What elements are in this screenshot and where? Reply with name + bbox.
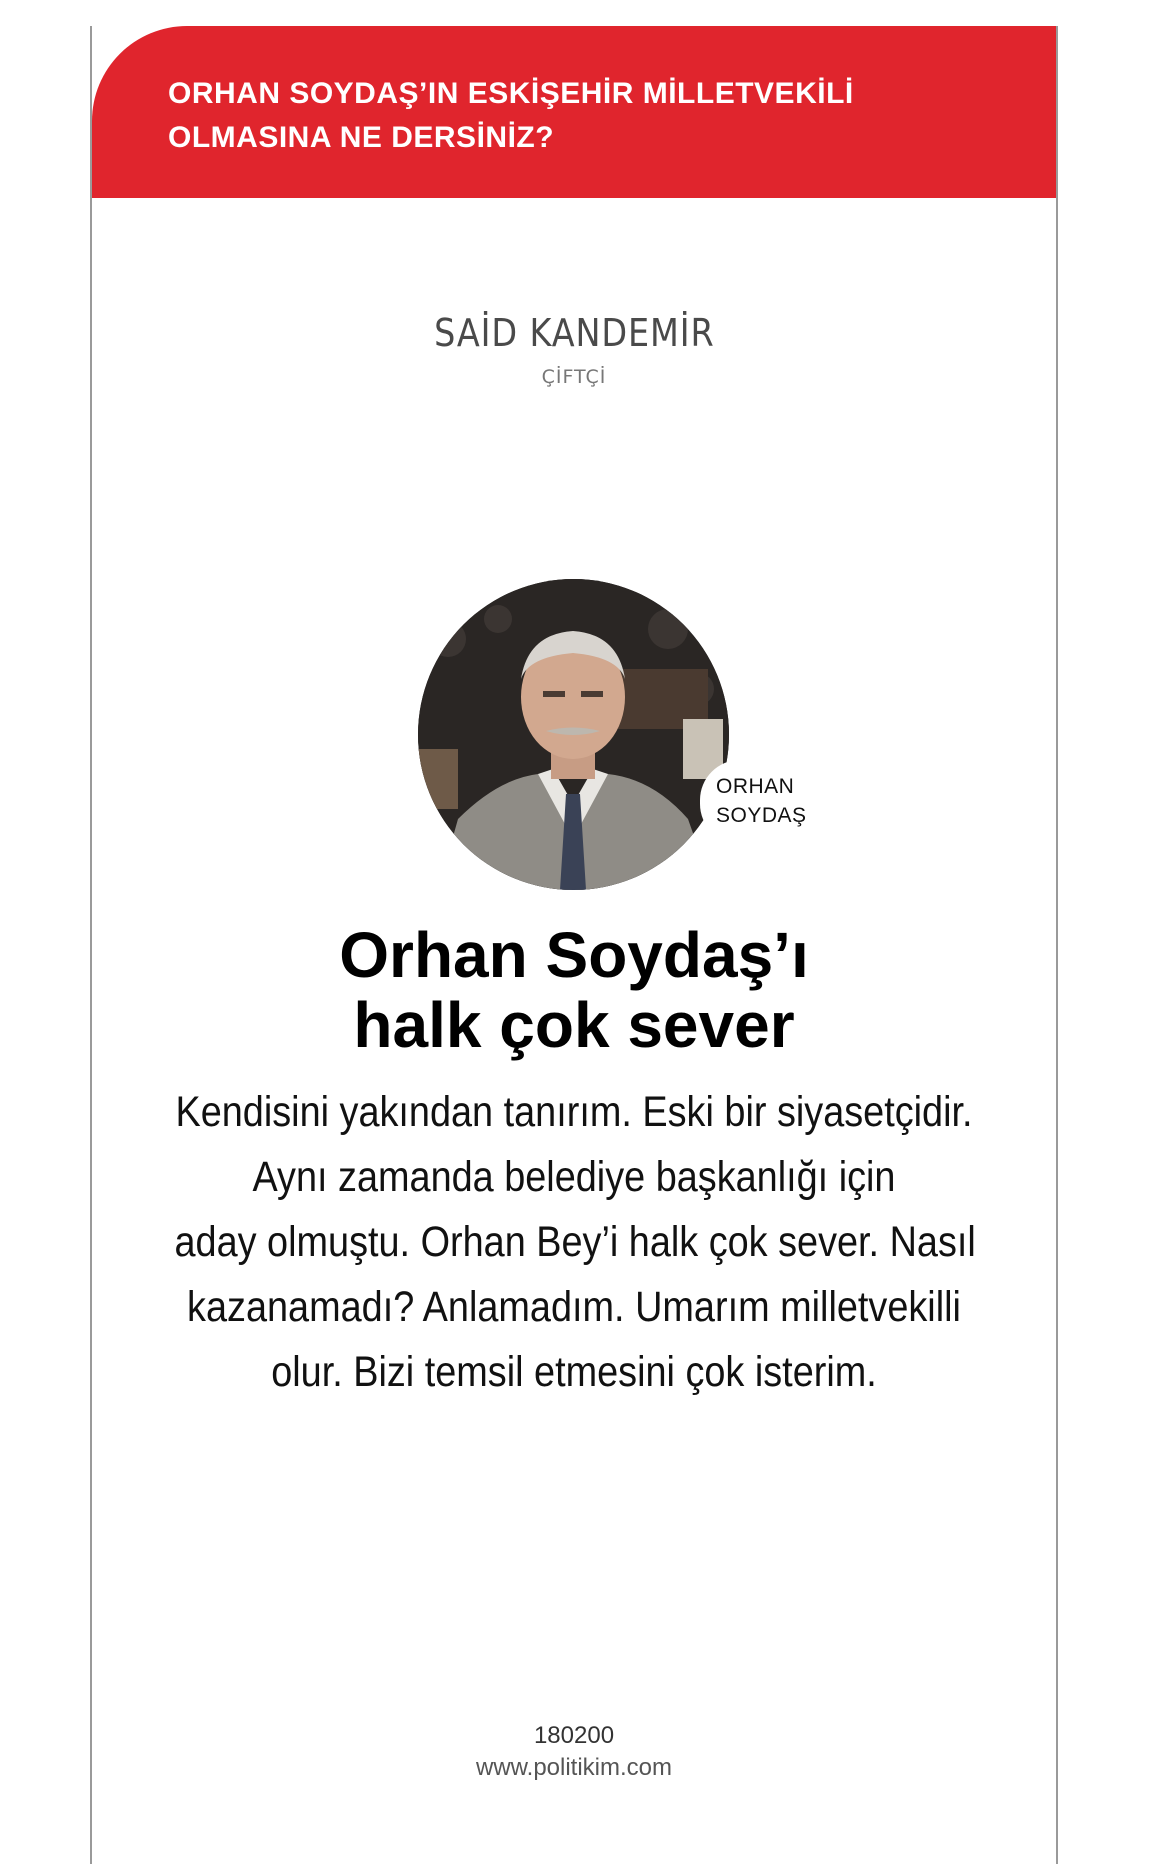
- subject-portrait: [418, 579, 729, 890]
- author-role: ÇİFTÇİ: [541, 366, 607, 388]
- headline: [92, 920, 1056, 1060]
- body-text: [120, 1080, 1028, 1405]
- body-line: Kendisini yakından tanırım. Eski bir siyasetçidir.: [175, 1088, 973, 1136]
- portrait-label-line2: SOYDAŞ: [716, 804, 807, 827]
- footer-url: www.politikim.com: [475, 1754, 673, 1781]
- headline-line2: halk çok sever: [353, 989, 795, 1061]
- footer-code: 180200: [533, 1722, 615, 1749]
- headline-line1: Orhan Soydaş’ı: [339, 919, 809, 991]
- portrait-name-label: [700, 760, 840, 844]
- portrait-label-line1: ORHAN: [716, 775, 795, 798]
- body-line: aday olmuştu. Orhan Bey’i halk çok sever. Nasıl: [174, 1218, 976, 1266]
- author-name: SAİD KANDEMİR: [433, 311, 715, 355]
- body-line: kazanamadı? Anlamadım. Umarım milletvekilli: [187, 1283, 961, 1331]
- author-block: [92, 310, 1056, 388]
- footer: [92, 1720, 1056, 1784]
- banner-title: ORHAN SOYDAŞ’IN ESKİŞEHİR MİLLETVEKİLİ OLMASINA NE DERSİNİZ?: [168, 77, 854, 154]
- portrait-illustration: [418, 579, 729, 890]
- body-line: Aynı zamanda belediye başkanlığı için: [252, 1153, 896, 1201]
- question-banner: [92, 26, 1056, 198]
- body-line: olur. Bizi temsil etmesini çok isterim.: [271, 1348, 877, 1396]
